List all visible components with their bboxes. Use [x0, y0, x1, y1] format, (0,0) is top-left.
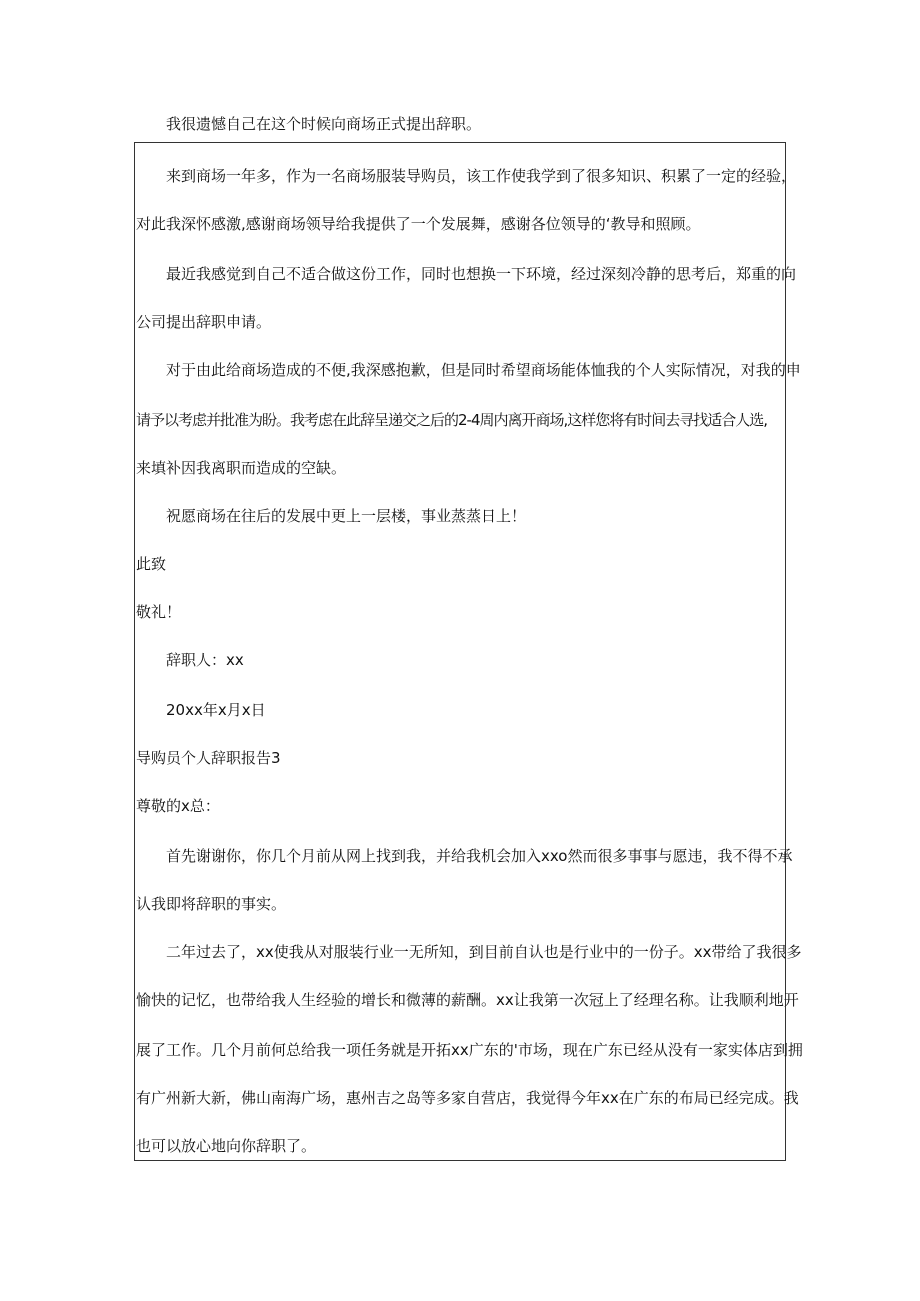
paragraph-line: 愉快的记忆，也带给我人生经验的增长和微薄的薪酬。xx让我第一次冠上了经理名称。让我顺利地开 — [136, 991, 799, 1009]
paragraph-line: 二年过去了，xx使我从对服装行业一无所知，到目前自认也是行业中的一份子。xx带给了我很多 — [166, 943, 802, 961]
paragraph-line: 认我即将辞职的事实。 — [136, 895, 287, 913]
paragraph-line: 有广州新大新，佛山南海广场，惠州吉之岛等多家自营店，我觉得今年xx在广东的布局已经完成。我 — [136, 1089, 799, 1107]
paragraph-line: 请予以考虑并批准为盼。我考虑在此辞呈递交之后的2-4周内离开商场,这样您将有时间去寻找适合人选, — [136, 411, 768, 429]
paragraph-line: 最近我感觉到自己不适合做这份工作，同时也想换一下环境，经过深刻冷静的思考后，郑重的向 — [166, 265, 797, 283]
closing-line: 此致 — [136, 555, 167, 573]
signer-line: 辞职人：xx — [166, 651, 244, 669]
paragraph-line: 对此我深怀感激,感谢商场领导给我提供了一个发展舞，感谢各位领导的‘教导和照顾。 — [136, 215, 701, 233]
closing-line: 敬礼！ — [136, 603, 182, 621]
paragraph-line: 公司提出辞职申请。 — [136, 313, 272, 331]
paragraph-line: 祝愿商场在往后的发展中更上一层楼，事业蒸蒸日上！ — [166, 507, 527, 525]
salutation-line: 尊敬的x总： — [136, 797, 220, 815]
date-line: 20xx年x月x日 — [166, 701, 266, 719]
top-line: 我很遗憾自己在这个时候向商场正式提出辞职。 — [166, 115, 482, 133]
paragraph-line: 首先谢谢你，你几个月前从网上找到我，并给我机会加入xxo然而很多事事与愿违，我不得不承 — [166, 847, 793, 865]
paragraph-line: 对于由此给商场造成的不便,我深感抱歉，但是同时希望商场能体恤我的个人实际情况，对我的申 — [166, 361, 801, 379]
section-title: 导购员个人辞职报告3 — [136, 749, 281, 767]
paragraph-line: 来到商场一年多，作为一名商场服装导购员，该工作使我学到了很多知识、积累了一定的经验， — [166, 167, 797, 185]
paragraph-line: 也可以放心地向你辞职了。 — [136, 1137, 317, 1155]
paragraph-line: 来填补因我离职而造成的空缺。 — [136, 459, 347, 477]
paragraph-line: 展了工作。几个月前何总给我一项任务就是开拓xx广东的'市场，现在广东已经从没有一家实体店到拥 — [136, 1041, 803, 1059]
